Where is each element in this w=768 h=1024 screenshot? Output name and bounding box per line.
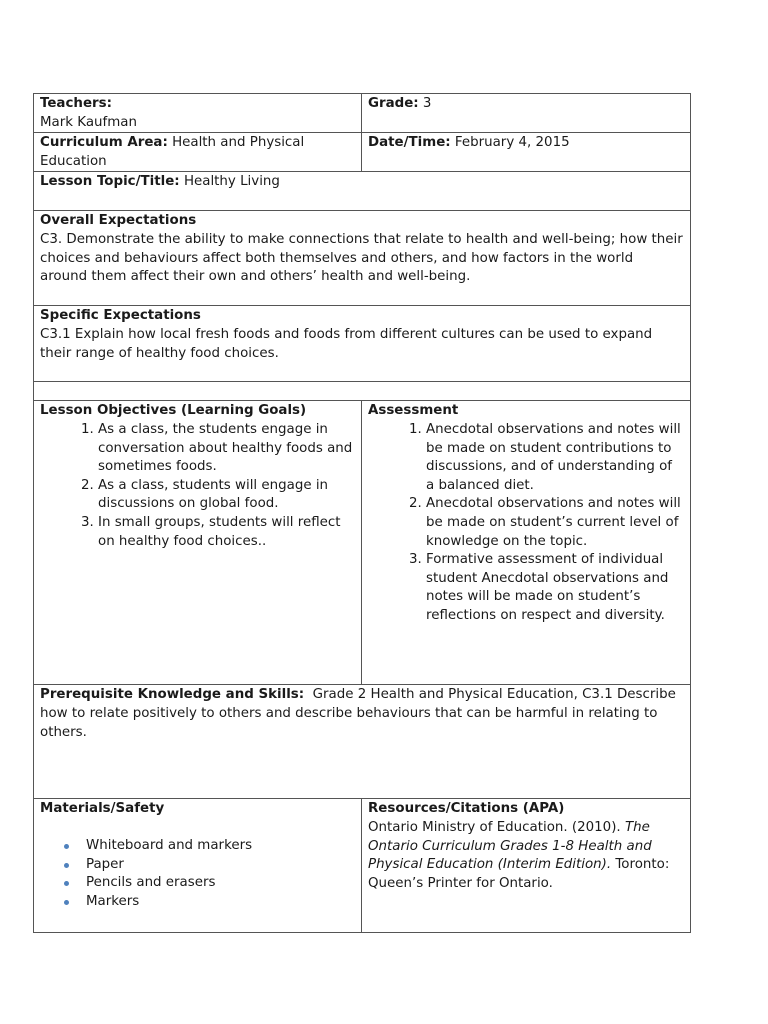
curriculum-value: Health and Physical Education <box>40 135 305 169</box>
assessment-item: 3. Formative assessment of individual student Anecdotal observations and notes will be made on student’s reflections on respect and diversity. <box>426 551 684 625</box>
objectives-cell <box>34 401 362 685</box>
overall-text: C3. Demonstrate the ability to make connections that relate to health and well-being; how their choices and behaviours affect both themselves and others, and how factors in the world around them affect their own and others’ health and well-being. <box>40 231 683 285</box>
citation-end: Toronto: Queen’s Printer for Ontario. <box>368 857 670 891</box>
objective-item: 3. In small groups, students will reflect on healthy food choices.. <box>98 514 355 551</box>
teachers-value: Mark Kaufman <box>40 114 137 130</box>
assessment-item: 2. Anecdotal observations and notes will be made on student’s current level of knowledge on the topic. <box>426 495 684 551</box>
teachers-cell <box>34 94 362 133</box>
topic-label: Lesson Topic/Title: <box>40 174 180 190</box>
materials-list <box>40 837 355 911</box>
objectives-assessment-row <box>34 401 691 685</box>
grade-value: 3 <box>422 96 432 111</box>
specific-cell <box>34 306 691 382</box>
material-item: Pencils and erasers <box>86 874 355 893</box>
objective-item: 2. As a class, students will engage in discussions on global food. <box>98 477 355 514</box>
grade-cell <box>362 94 691 133</box>
resources-label: Resources/Citations (APA) <box>368 801 565 817</box>
curriculum-label: Curriculum Area: <box>40 135 168 151</box>
grade-label: Grade: <box>368 96 419 111</box>
prerequisite-label: Prerequisite Knowledge and Skills: <box>40 687 305 703</box>
datetime-value: February 4, 2015 <box>454 135 570 151</box>
prerequisite-text: Grade 2 Health and Physical Education, C3.1 Describe how to relate positively to others and describe behaviours that can be harmful in relating to others. <box>40 687 676 740</box>
curriculum-cell <box>34 133 362 172</box>
specific-label: Specific Expectations <box>40 308 201 324</box>
overall-cell <box>34 211 691 306</box>
spacer-row <box>34 382 691 401</box>
spacer-cell <box>34 382 691 401</box>
material-item: Whiteboard and markers <box>86 837 355 856</box>
objectives-label: Lesson Objectives (Learning Goals) <box>40 403 307 419</box>
topic-row <box>34 172 691 211</box>
materials-cell <box>34 799 362 933</box>
objective-item: 1. As a class, the students engage in conversation about healthy foods and sometimes foods. <box>98 421 355 477</box>
material-item: Markers <box>86 893 355 912</box>
citation-title: The Ontario Curriculum Grades 1-8 Health and Physical Education (Interim Edition). <box>368 819 652 873</box>
assessment-item: 1. Anecdotal observations and notes will be made on student contributions to discussions, and of understanding of a balanced diet. <box>426 421 684 495</box>
objectives-list <box>40 421 355 551</box>
teachers-grade-row <box>34 94 691 133</box>
assessment-cell <box>362 401 691 685</box>
materials-resources-row <box>34 799 691 933</box>
overall-row <box>34 211 691 306</box>
specific-row <box>34 306 691 382</box>
citation-start: Ontario Ministry of Education. (2010). <box>368 819 621 835</box>
teachers-label: Teachers: <box>40 96 112 111</box>
curriculum-date-row <box>34 133 691 172</box>
lesson-plan-table <box>33 93 691 933</box>
topic-value: Healthy Living <box>183 174 280 190</box>
specific-text: C3.1 Explain how local fresh foods and foods from different cultures can be used to expand their range of healthy food choices. <box>40 326 653 361</box>
material-item: Paper <box>86 856 355 875</box>
assessment-list <box>368 421 684 626</box>
overall-label: Overall Expectations <box>40 213 197 229</box>
topic-cell <box>34 172 691 211</box>
assessment-label: Assessment <box>368 403 459 419</box>
datetime-cell <box>362 133 691 172</box>
prerequisite-cell <box>34 685 691 799</box>
prerequisite-row <box>34 685 691 799</box>
materials-label: Materials/Safety <box>40 801 165 817</box>
datetime-label: Date/Time: <box>368 135 451 151</box>
resources-citation <box>368 819 684 893</box>
resources-cell <box>362 799 691 933</box>
